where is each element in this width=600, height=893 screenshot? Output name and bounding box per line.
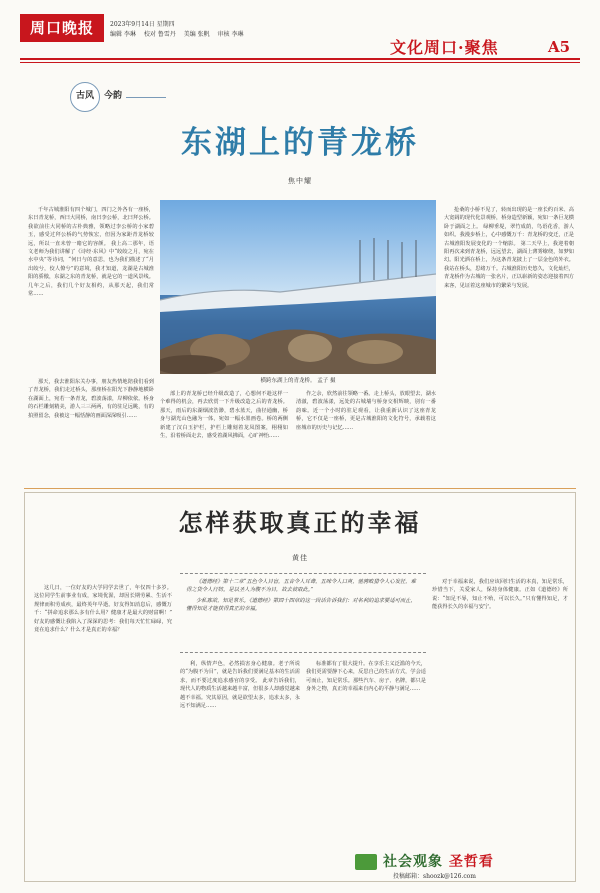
article1-column: 部上的青龙桥已经升级改造了，心想何不趁这样一个难得的机会，再去欣赏一下升级改造之后的青龙桥。那天，雨后的东湖烟波浩渺，碧水蓝天，曲径通幽，桥身与湖光山色融为一体，宛如一幅水墨画卷。桥的两侧新建了汉白玉护栏，护栏上雕刻着龙凤图案，栩栩如生，沿着桥面走去，感受着湖风拂面，心旷神怡……: [160, 391, 288, 440]
banner-title-part: 社会观象: [383, 854, 443, 870]
banner-book-icon: [355, 854, 377, 870]
column-badge: [70, 85, 166, 109]
editor-credit: 校对 鲁雪丹: [143, 31, 176, 38]
bridge-photo-image: [160, 200, 436, 374]
article1-column: 那天，我去淮阳东关办事，朋友热情地陪我们看到了青龙桥，我们走过桥头，那座桥在阳光下静静地横卧在湖面上，宛若一条青龙，碧波荡漾，岸柳依依。桥身的石栏雕刻精美，游人三三两两，有的驻足远眺，有的拍照留念，我被这一幅恬静的画面深深吸引……: [28, 379, 154, 419]
quote-paragraph: 少私寡欲，知足常乐。《道德经》第四十四章的这一段话告诉我们：对名利的追求要适可而止，懂得知足才能获得真正的幸福。: [186, 597, 416, 613]
bridge-photo: [160, 200, 436, 374]
photo-caption: 横跨东湖上的青龙桥。 孟子 摄: [260, 378, 336, 384]
header-divider: [20, 58, 580, 60]
article2-quote-box: [180, 573, 426, 653]
editor-credit: 美编 张帆: [183, 31, 210, 38]
page-header: [20, 14, 590, 57]
article2-column: 这几日，一位好友的大学同学去世了，年仅四十多岁。这位同学生前事业有成，家境优渥，却因长期劳累、生活不规律而积劳成疾，最终英年早逝。好友得知消息后，感慨万千：“拼命追求那么多有什么用？健康才是最大的财富啊！” 好友的感慨让我陷入了深深的思考：我们每天忙忙碌碌，究竟在追求什么？什么才是真正的幸福？: [34, 585, 172, 634]
quote-paragraph: 《道德经》第十二章“五色令人目盲，五音令人耳聋，五味令人口爽，驰骋畋猎令人心发狂，难得之货令人行妨。是以圣人为腹不为目，故去彼取此。”: [186, 579, 416, 594]
article2-title: 怎样获取真正的幸福: [178, 509, 422, 537]
banner-title-em: 圣哲看: [448, 854, 494, 870]
editor-credit: 审核 李琳: [217, 31, 244, 38]
article2-author: 黄佳: [292, 554, 308, 562]
page-number: A5: [548, 38, 571, 56]
article1-column: 抢桑的小桥不见了，转而出现的是一座长约百米、高大宽阔的现代化景观桥，桥身造型新颖，宛如一条巨龙横卧于湖面之上。 绿柳垂堤，翠竹成荫，鸟语花香，游人如织。我漫步桥上，心中感慨万千：青龙桥的变迁，正是古城淮阳发展变化的一个缩影。 第二天早上，我迎着朝阳再次来到青龙桥，远远望去，湖面上薄雾缭绕，如梦如幻。阳光洒在桥上，为这条青龙披上了一层金色的外衣。 我站在桥头，思绪万千。古城淮阳历史悠久，文化灿烂，青龙桥作为古城的一张名片，正以崭新的姿态迎接着四方来客，见证着这座城市的繁荣与发展。: [444, 207, 574, 289]
article1-column: 千年古城淮阳有四个城门，四门之外各有一座桥，东曰青龙桥，西曰大同桥，南曰李公桥，北曰拜公桥。我欲前往大同桥的古朴典雅，领略过李公桥的小家碧玉，感受过拜公桥的气势恢宏，但因为家距青龙桥较远，所以一直未曾一睹它的容颜。 我上高二那年，语文老师为我们讲解了《诗经·东风》中“皎皎之月，宛在水中央”等诗词，“何日与的意思，也为我们描述了“月出皎兮，佼人僚兮”的意境，我才知道，龙湖是古城淮阳的骄傲，东湖之东的青龙桥，就是它的一道风景线。 几年之后，我们几个好友相约，从那天起，我们常常……: [28, 207, 154, 298]
article2-column: 对于幸福来说，我们应该回归生活的本真，知足常乐，珍惜当下，关爱家人，保持身体健康。正如《道德经》所说：“知足不辱，知止不殆，可以长久。”只有懂得知足，才能获得长久的幸福与安宁。: [432, 579, 568, 611]
article2-column: 标准都有了很大提升。在享乐主义泛滥的今天，我们更需要静下心来，反思自己的生活方式，学会适可而止，知足常乐。那些汽车、房子、名牌，都只是身外之物，真正的幸福来自内心的平静与满足……: [306, 661, 426, 693]
banner-title: [383, 852, 494, 873]
editor-credit: 编辑 李琳: [110, 31, 136, 38]
article1-title: 东湖上的青龙桥: [181, 125, 419, 161]
badge-rule: [126, 97, 166, 98]
header-divider-thin: [20, 62, 580, 63]
issue-date: 2023年9月14日 星期四: [110, 21, 175, 28]
section-title: 文化周口·聚焦: [390, 38, 499, 57]
submission-email: 投稿邮箱：shoozk@126.com: [393, 873, 476, 880]
newspaper-logo: 周口晚报: [20, 14, 104, 42]
article2-column: 利，纵情声色，必然损害身心健康。老子所说的“为腹不为目”，就是告诉我们要满足基本的生活需求，而不要过度追求感官的享受。 此章告诉我们，现代人的物质生活越来越丰富，但很多人却感觉越来越不幸福。究其原因，就是欲望太多，追求太多，永远不知满足……: [180, 661, 300, 710]
editor-credits: [110, 30, 249, 39]
article1-column: 作之余，欣然前往领略一番。走上桥头，放眼望去，湖水清澈，碧波荡漾，远处的古城墙与桥身交相辉映，别有一番韵味。近一个小时的驻足观看，让我重新认识了这座青龙桥，它不仅是一座桥，更是古城淮阳的文化符号，承载着这座城市的历史与记忆……: [296, 391, 436, 431]
column-badge-label: 古风: [70, 82, 100, 112]
column-badge-label-2: 今韵: [104, 91, 123, 102]
article1-author: 焦中耀: [288, 177, 312, 185]
column-banner: [355, 852, 575, 880]
section-divider: [24, 488, 576, 489]
